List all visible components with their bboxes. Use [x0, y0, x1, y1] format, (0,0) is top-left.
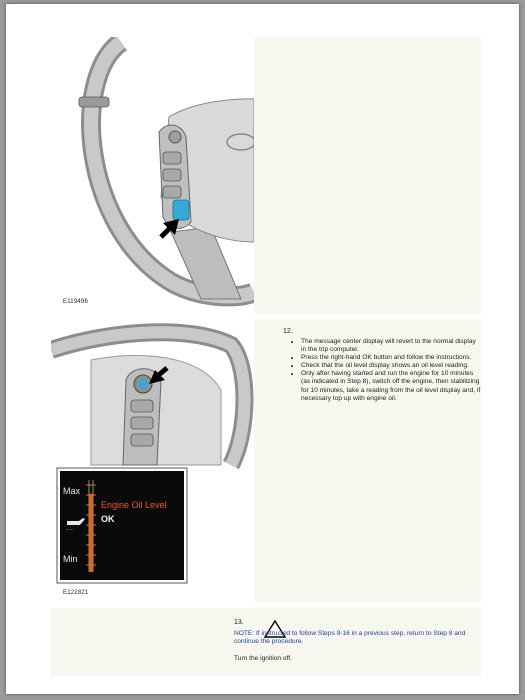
step-13-row [51, 608, 481, 676]
step-13-instruction: Turn the ignition off. [234, 655, 292, 662]
display-status: OK [101, 514, 115, 524]
max-label: Max [63, 486, 81, 496]
step-11-figure-row [51, 37, 481, 314]
document-page [6, 4, 519, 694]
steering-wheel-illustration-1 [51, 37, 254, 314]
step-number: 13. [234, 619, 244, 626]
bullet-item: • The message center display will revert to the normal display in the trip computer. [301, 338, 481, 354]
step-12-bullet-list [291, 338, 481, 403]
figure-code: E122821 [63, 590, 89, 596]
figure-code: E119496 [63, 299, 88, 305]
steering-wheel-illustration-2 [51, 320, 254, 602]
display-title: Engine Oil Level [101, 500, 167, 510]
oil-level-fill [90, 494, 93, 572]
svg-text:~~~: ~~~ [66, 527, 74, 532]
steering-wheel-right-buttons-icon [51, 37, 254, 314]
bullet-item: • Only after having started and run the engine for 10 minutes (as indicated in Step 8), switch off the engine, then stabilizing for 10 minutes, take a reading from the oil level display and, if necessary top up with engine oil. [301, 370, 481, 402]
step-number: 12. [283, 328, 293, 335]
steering-wheel-ok-button-icon [51, 320, 254, 602]
bullet-item: • Press the right-hand OK button and follow the instructions. [301, 354, 481, 362]
step-13-note: NOTE: If instructed to follow Steps 9-16 in a previous step, return to Step 8 and continue the procedure. [234, 630, 466, 645]
step-12-row [51, 320, 481, 602]
min-label: Min [63, 554, 78, 564]
bullet-item: • Check that the oil level display shows an oil level reading. [301, 362, 481, 370]
